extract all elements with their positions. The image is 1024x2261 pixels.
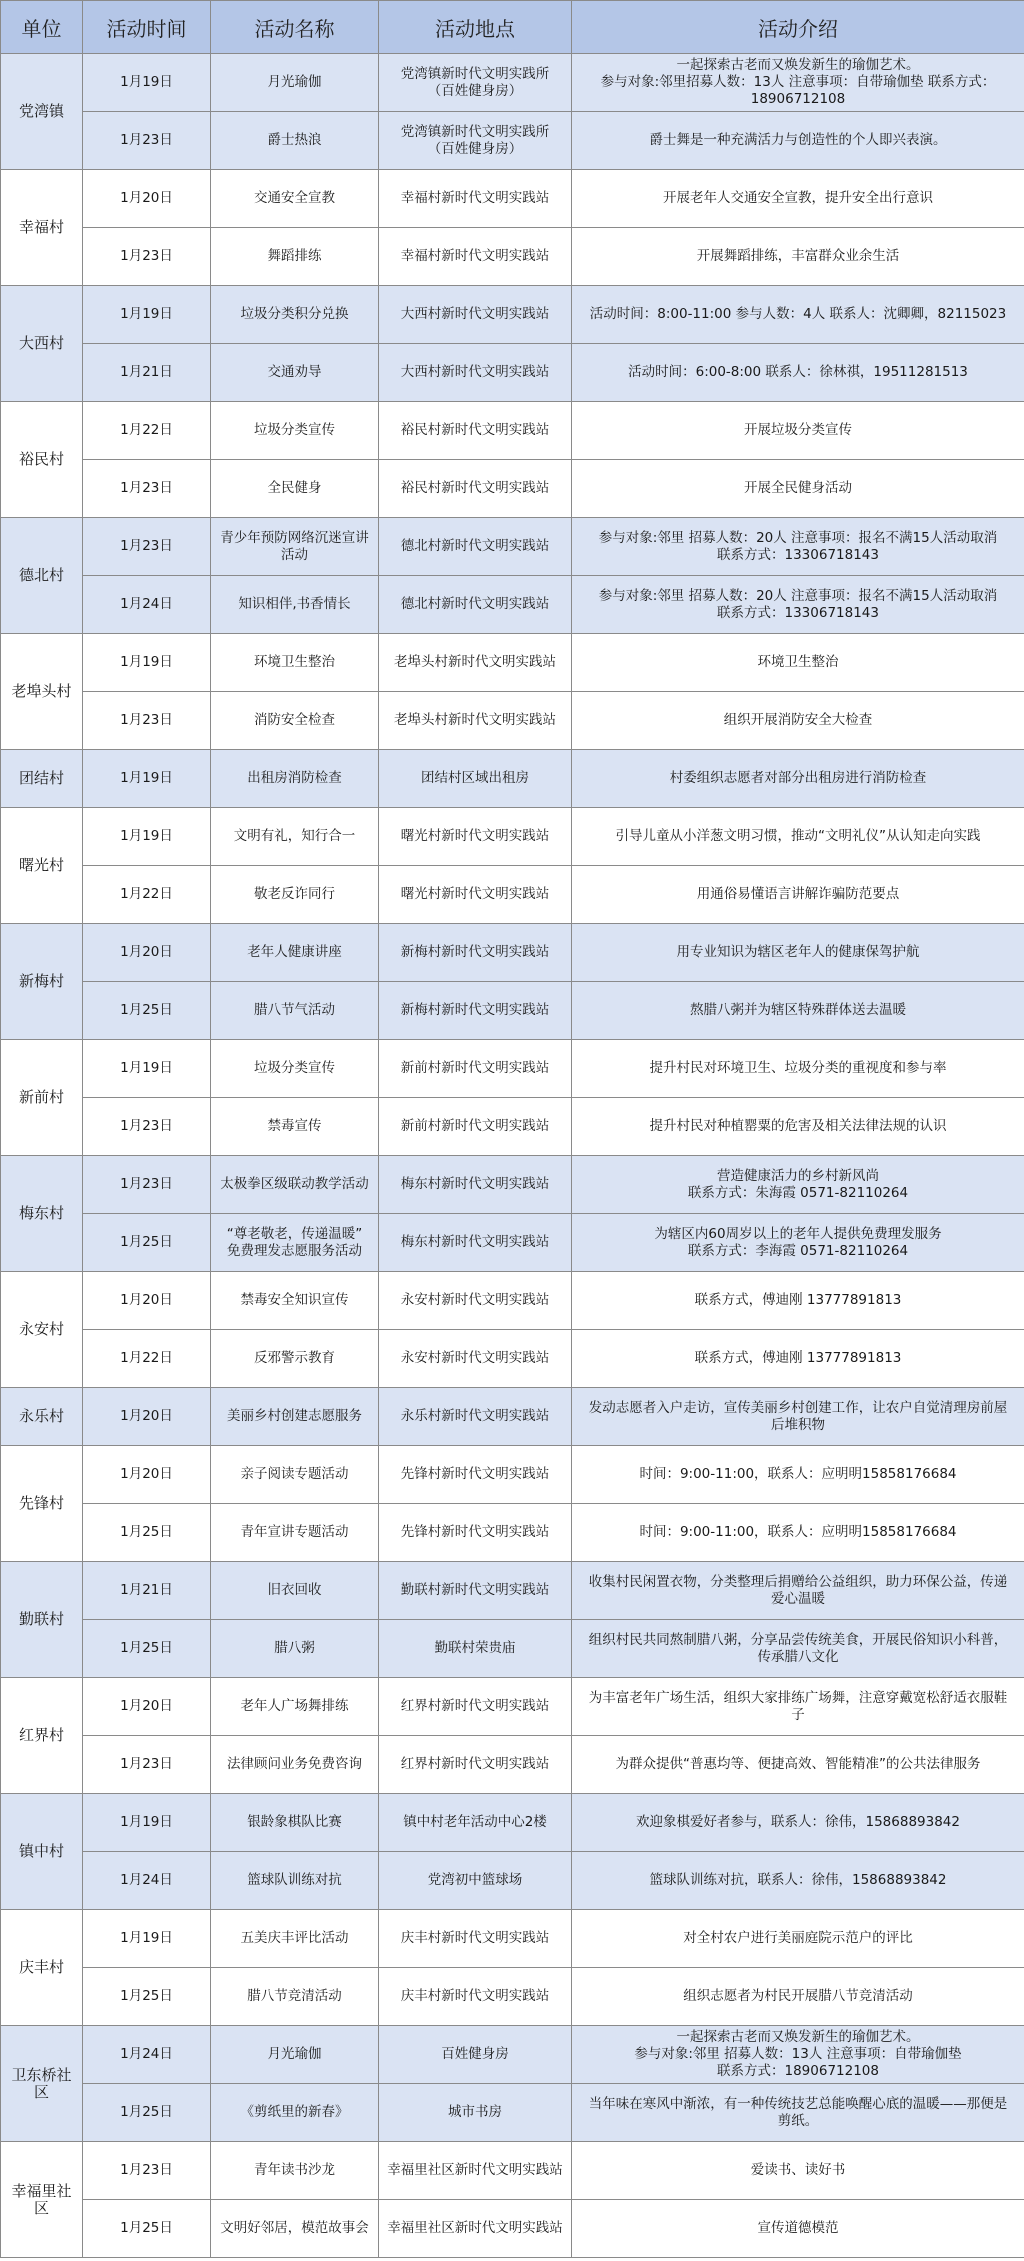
date-cell: 1月22日 bbox=[83, 402, 211, 460]
table-row bbox=[1, 576, 1024, 634]
activity-name-cell: 交通安全宣教 bbox=[211, 170, 379, 228]
activity-place-cell: 新前村新时代文明实践站 bbox=[379, 1098, 572, 1156]
table-row bbox=[1, 692, 1024, 750]
table-row bbox=[1, 1562, 1024, 1620]
activity-place-cell: 梅东村新时代文明实践站 bbox=[379, 1214, 572, 1272]
table-row bbox=[1, 1272, 1024, 1330]
activity-name-cell: 月光瑜伽 bbox=[211, 54, 379, 112]
date-cell: 1月22日 bbox=[83, 1330, 211, 1388]
unit-cell: 梅东村 bbox=[1, 1156, 83, 1272]
activity-intro-cell: 组织村民共同熬制腊八粥，分享品尝传统美食，开展民俗知识小科普， 传承腊八文化 bbox=[572, 1620, 1024, 1678]
unit-cell: 曙光村 bbox=[1, 808, 83, 924]
activity-intro-cell: 爵士舞是一种充满活力与创造性的个人即兴表演。 bbox=[572, 112, 1024, 170]
activity-intro-cell: 一起探索古老而又焕发新生的瑜伽艺术。 参与对象:邻里招募人数：13人 注意事项：自带瑜伽垫 联系方式： 18906712108 bbox=[572, 54, 1024, 112]
date-cell: 1月23日 bbox=[83, 1156, 211, 1214]
table-row bbox=[1, 2026, 1024, 2084]
unit-cell: 幸福里社区 bbox=[1, 2142, 83, 2258]
table-row bbox=[1, 344, 1024, 402]
activity-place-cell: 德北村新时代文明实践站 bbox=[379, 576, 572, 634]
activity-intro-cell: 提升村民对环境卫生、垃圾分类的重视度和参与率 bbox=[572, 1040, 1024, 1098]
activity-place-cell: 幸福里社区新时代文明实践站 bbox=[379, 2200, 572, 2258]
activity-name-cell: 亲子阅读专题活动 bbox=[211, 1446, 379, 1504]
date-cell: 1月19日 bbox=[83, 1910, 211, 1968]
table-row bbox=[1, 1620, 1024, 1678]
activity-name-cell: 美丽乡村创建志愿服务 bbox=[211, 1388, 379, 1446]
activity-intro-cell: 环境卫生整治 bbox=[572, 634, 1024, 692]
activity-place-cell: 城市书房 bbox=[379, 2084, 572, 2142]
header-date: 活动时间 bbox=[83, 1, 211, 54]
unit-cell: 卫东桥社区 bbox=[1, 2026, 83, 2142]
activity-intro-cell: 营造健康活力的乡村新风尚 联系方式：朱海霞 0571-82110264 bbox=[572, 1156, 1024, 1214]
activity-place-cell: 庆丰村新时代文明实践站 bbox=[379, 1968, 572, 2026]
table-row bbox=[1, 982, 1024, 1040]
date-cell: 1月19日 bbox=[83, 54, 211, 112]
activity-place-cell: 新前村新时代文明实践站 bbox=[379, 1040, 572, 1098]
activity-name-cell: 环境卫生整治 bbox=[211, 634, 379, 692]
activity-intro-cell: 开展全民健身活动 bbox=[572, 460, 1024, 518]
activity-place-cell: 大西村新时代文明实践站 bbox=[379, 344, 572, 402]
date-cell: 1月25日 bbox=[83, 1968, 211, 2026]
table-row bbox=[1, 1736, 1024, 1794]
table-row bbox=[1, 1446, 1024, 1504]
activity-intro-cell: 提升村民对种植罂粟的危害及相关法律法规的认识 bbox=[572, 1098, 1024, 1156]
activity-place-cell: 团结村区域出租房 bbox=[379, 750, 572, 808]
activity-place-cell: 新梅村新时代文明实践站 bbox=[379, 924, 572, 982]
date-cell: 1月19日 bbox=[83, 750, 211, 808]
activity-place-cell: 永安村新时代文明实践站 bbox=[379, 1330, 572, 1388]
table-row bbox=[1, 1330, 1024, 1388]
unit-cell: 德北村 bbox=[1, 518, 83, 634]
activity-intro-cell: 开展垃圾分类宣传 bbox=[572, 402, 1024, 460]
date-cell: 1月24日 bbox=[83, 1852, 211, 1910]
date-cell: 1月20日 bbox=[83, 1272, 211, 1330]
date-cell: 1月25日 bbox=[83, 2200, 211, 2258]
unit-cell: 红界村 bbox=[1, 1678, 83, 1794]
date-cell: 1月20日 bbox=[83, 1446, 211, 1504]
unit-cell: 先锋村 bbox=[1, 1446, 83, 1562]
activity-intro-cell: 用专业知识为辖区老年人的健康保驾护航 bbox=[572, 924, 1024, 982]
activity-place-cell: 先锋村新时代文明实践站 bbox=[379, 1504, 572, 1562]
unit-cell: 勤联村 bbox=[1, 1562, 83, 1678]
table-row bbox=[1, 1678, 1024, 1736]
activity-name-cell: 垃圾分类积分兑换 bbox=[211, 286, 379, 344]
table-row bbox=[1, 866, 1024, 924]
date-cell: 1月20日 bbox=[83, 170, 211, 228]
activity-name-cell: 禁毒宣传 bbox=[211, 1098, 379, 1156]
date-cell: 1月19日 bbox=[83, 1040, 211, 1098]
activity-intro-cell: 篮球队训练对抗，联系人：徐伟，15868893842 bbox=[572, 1852, 1024, 1910]
date-cell: 1月25日 bbox=[83, 1504, 211, 1562]
unit-cell: 庆丰村 bbox=[1, 1910, 83, 2026]
date-cell: 1月24日 bbox=[83, 2026, 211, 2084]
table-row bbox=[1, 228, 1024, 286]
activity-intro-cell: 组织志愿者为村民开展腊八节竞清活动 bbox=[572, 1968, 1024, 2026]
date-cell: 1月22日 bbox=[83, 866, 211, 924]
unit-cell: 永安村 bbox=[1, 1272, 83, 1388]
activity-intro-cell: 活动时间：6:00-8:00 联系人：徐林祺，19511281513 bbox=[572, 344, 1024, 402]
activity-intro-cell: 为辖区内60周岁以上的老年人提供免费理发服务 联系方式：李海霞 0571-82110264 bbox=[572, 1214, 1024, 1272]
table-row bbox=[1, 54, 1024, 112]
activity-name-cell: 青年宣讲专题活动 bbox=[211, 1504, 379, 1562]
activity-name-cell: 月光瑜伽 bbox=[211, 2026, 379, 2084]
activity-intro-cell: 活动时间：8:00-11:00 参与人数：4人 联系人：沈卿卿，82115023 bbox=[572, 286, 1024, 344]
table-row bbox=[1, 112, 1024, 170]
activity-intro-cell: 参与对象:邻里 招募人数：20人 注意事项：报名不满15人活动取消 联系方式：13306718143 bbox=[572, 518, 1024, 576]
activity-name-cell: 篮球队训练对抗 bbox=[211, 1852, 379, 1910]
date-cell: 1月20日 bbox=[83, 1678, 211, 1736]
activity-place-cell: 红界村新时代文明实践站 bbox=[379, 1678, 572, 1736]
unit-cell: 新梅村 bbox=[1, 924, 83, 1040]
table-row bbox=[1, 460, 1024, 518]
activity-intro-cell: 发动志愿者入户走访，宣传美丽乡村创建工作，让农户自觉清理房前屋 后堆积物 bbox=[572, 1388, 1024, 1446]
unit-cell: 幸福村 bbox=[1, 170, 83, 286]
activity-intro-cell: 开展舞蹈排练，丰富群众业余生活 bbox=[572, 228, 1024, 286]
table-row bbox=[1, 1388, 1024, 1446]
table-body bbox=[1, 54, 1024, 2258]
table-row bbox=[1, 1794, 1024, 1852]
activity-intro-cell: 联系方式，傅迪刚 13777891813 bbox=[572, 1330, 1024, 1388]
table-row bbox=[1, 170, 1024, 228]
activity-name-cell: 垃圾分类宣传 bbox=[211, 402, 379, 460]
activity-intro-cell: 组织开展消防安全大检查 bbox=[572, 692, 1024, 750]
activity-place-cell: 永安村新时代文明实践站 bbox=[379, 1272, 572, 1330]
activity-intro-cell: 一起探索古老而又焕发新生的瑜伽艺术。 参与对象:邻里 招募人数：13人 注意事项：自带瑜伽垫 联系方式：18906712108 bbox=[572, 2026, 1024, 2084]
date-cell: 1月23日 bbox=[83, 692, 211, 750]
date-cell: 1月21日 bbox=[83, 344, 211, 402]
table-row bbox=[1, 1040, 1024, 1098]
activity-intro-cell: 时间：9:00-11:00，联系人：应明明15858176684 bbox=[572, 1446, 1024, 1504]
activity-name-cell: 全民健身 bbox=[211, 460, 379, 518]
date-cell: 1月25日 bbox=[83, 982, 211, 1040]
activity-name-cell: 老年人健康讲座 bbox=[211, 924, 379, 982]
header-place: 活动地点 bbox=[379, 1, 572, 54]
activity-name-cell: 老年人广场舞排练 bbox=[211, 1678, 379, 1736]
table-row bbox=[1, 518, 1024, 576]
activity-name-cell: 五美庆丰评比活动 bbox=[211, 1910, 379, 1968]
activity-place-cell: 曙光村新时代文明实践站 bbox=[379, 866, 572, 924]
activity-place-cell: 党湾镇新时代文明实践所 （百姓健身房） bbox=[379, 112, 572, 170]
activity-intro-cell: 联系方式，傅迪刚 13777891813 bbox=[572, 1272, 1024, 1330]
date-cell: 1月23日 bbox=[83, 112, 211, 170]
date-cell: 1月20日 bbox=[83, 924, 211, 982]
activity-name-cell: 法律顾问业务免费咨询 bbox=[211, 1736, 379, 1794]
activity-name-cell: 交通劝导 bbox=[211, 344, 379, 402]
activity-intro-cell: 村委组织志愿者对部分出租房进行消防检查 bbox=[572, 750, 1024, 808]
activity-intro-cell: 爱读书、读好书 bbox=[572, 2142, 1024, 2200]
activity-place-cell: 庆丰村新时代文明实践站 bbox=[379, 1910, 572, 1968]
activity-name-cell: 消防安全检查 bbox=[211, 692, 379, 750]
activity-intro-cell: 引导儿童从小洋葱文明习惯，推动“文明礼仪”从认知走向实践 bbox=[572, 808, 1024, 866]
activity-intro-cell: 时间：9:00-11:00，联系人：应明明15858176684 bbox=[572, 1504, 1024, 1562]
header-unit: 单位 bbox=[1, 1, 83, 54]
activity-place-cell: 永乐村新时代文明实践站 bbox=[379, 1388, 572, 1446]
date-cell: 1月25日 bbox=[83, 2084, 211, 2142]
date-cell: 1月23日 bbox=[83, 1736, 211, 1794]
table-row bbox=[1, 1504, 1024, 1562]
activity-intro-cell: 开展老年人交通安全宣教，提升安全出行意识 bbox=[572, 170, 1024, 228]
activity-name-cell: 银龄象棋队比赛 bbox=[211, 1794, 379, 1852]
table-row bbox=[1, 634, 1024, 692]
unit-cell: 裕民村 bbox=[1, 402, 83, 518]
activity-place-cell: 幸福村新时代文明实践站 bbox=[379, 170, 572, 228]
activity-place-cell: 先锋村新时代文明实践站 bbox=[379, 1446, 572, 1504]
unit-cell: 永乐村 bbox=[1, 1388, 83, 1446]
activity-intro-cell: 当年味在寒风中渐浓，有一种传统技艺总能唤醒心底的温暖——那便是 剪纸。 bbox=[572, 2084, 1024, 2142]
activity-place-cell: 镇中村老年活动中心2楼 bbox=[379, 1794, 572, 1852]
activity-place-cell: 裕民村新时代文明实践站 bbox=[379, 460, 572, 518]
unit-cell: 老埠头村 bbox=[1, 634, 83, 750]
activity-intro-cell: 收集村民闲置衣物，分类整理后捐赠给公益组织，助力环保公益，传递 爱心温暖 bbox=[572, 1562, 1024, 1620]
date-cell: 1月21日 bbox=[83, 1562, 211, 1620]
activity-place-cell: 梅东村新时代文明实践站 bbox=[379, 1156, 572, 1214]
date-cell: 1月23日 bbox=[83, 2142, 211, 2200]
date-cell: 1月19日 bbox=[83, 286, 211, 344]
date-cell: 1月23日 bbox=[83, 1098, 211, 1156]
date-cell: 1月20日 bbox=[83, 1388, 211, 1446]
table-row bbox=[1, 1910, 1024, 1968]
activity-place-cell: 新梅村新时代文明实践站 bbox=[379, 982, 572, 1040]
header-intro: 活动介绍 bbox=[572, 1, 1024, 54]
activity-place-cell: 党湾初中篮球场 bbox=[379, 1852, 572, 1910]
activity-intro-cell: 对全村农户进行美丽庭院示范户的评比 bbox=[572, 1910, 1024, 1968]
date-cell: 1月23日 bbox=[83, 228, 211, 286]
table-row bbox=[1, 1968, 1024, 2026]
table-row bbox=[1, 1098, 1024, 1156]
unit-cell: 团结村 bbox=[1, 750, 83, 808]
table-row bbox=[1, 2200, 1024, 2258]
activity-name-cell: 垃圾分类宣传 bbox=[211, 1040, 379, 1098]
activity-name-cell: 舞蹈排练 bbox=[211, 228, 379, 286]
activity-intro-cell: 宣传道德模范 bbox=[572, 2200, 1024, 2258]
activity-name-cell: 青少年预防网络沉迷宣讲 活动 bbox=[211, 518, 379, 576]
table-row bbox=[1, 1852, 1024, 1910]
activity-place-cell: 幸福村新时代文明实践站 bbox=[379, 228, 572, 286]
date-cell: 1月25日 bbox=[83, 1214, 211, 1272]
activity-name-cell: 文明有礼，知行合一 bbox=[211, 808, 379, 866]
activity-place-cell: 党湾镇新时代文明实践所 （百姓健身房） bbox=[379, 54, 572, 112]
activity-name-cell: 知识相伴,书香情长 bbox=[211, 576, 379, 634]
date-cell: 1月19日 bbox=[83, 1794, 211, 1852]
activity-place-cell: 老埠头村新时代文明实践站 bbox=[379, 692, 572, 750]
activity-name-cell: 反邪警示教育 bbox=[211, 1330, 379, 1388]
activity-intro-cell: 为群众提供“普惠均等、便捷高效、智能精准”的公共法律服务 bbox=[572, 1736, 1024, 1794]
activity-name-cell: 旧衣回收 bbox=[211, 1562, 379, 1620]
activity-name-cell: 太极拳区级联动教学活动 bbox=[211, 1156, 379, 1214]
activity-place-cell: 曙光村新时代文明实践站 bbox=[379, 808, 572, 866]
table-row bbox=[1, 286, 1024, 344]
activity-place-cell: 裕民村新时代文明实践站 bbox=[379, 402, 572, 460]
table-row bbox=[1, 2084, 1024, 2142]
unit-cell: 镇中村 bbox=[1, 1794, 83, 1910]
activity-name-cell: 爵士热浪 bbox=[211, 112, 379, 170]
activity-name-cell: 敬老反诈同行 bbox=[211, 866, 379, 924]
activity-name-cell: 青年读书沙龙 bbox=[211, 2142, 379, 2200]
date-cell: 1月25日 bbox=[83, 1620, 211, 1678]
activity-place-cell: 大西村新时代文明实践站 bbox=[379, 286, 572, 344]
activity-place-cell: 红界村新时代文明实践站 bbox=[379, 1736, 572, 1794]
table-row bbox=[1, 1214, 1024, 1272]
activity-name-cell: 《剪纸里的新春》 bbox=[211, 2084, 379, 2142]
activity-name-cell: 出租房消防检查 bbox=[211, 750, 379, 808]
unit-cell: 党湾镇 bbox=[1, 54, 83, 170]
table-row bbox=[1, 402, 1024, 460]
table-row bbox=[1, 1156, 1024, 1214]
activity-place-cell: 勤联村荣贵庙 bbox=[379, 1620, 572, 1678]
activity-intro-cell: 熬腊八粥并为辖区特殊群体送去温暖 bbox=[572, 982, 1024, 1040]
activity-intro-cell: 欢迎象棋爱好者参与，联系人：徐伟，15868893842 bbox=[572, 1794, 1024, 1852]
table-row bbox=[1, 750, 1024, 808]
activity-name-cell: 腊八粥 bbox=[211, 1620, 379, 1678]
table-row bbox=[1, 924, 1024, 982]
activity-place-cell: 老埠头村新时代文明实践站 bbox=[379, 634, 572, 692]
activity-name-cell: “尊老敬老，传递温暖” 免费理发志愿服务活动 bbox=[211, 1214, 379, 1272]
unit-cell: 新前村 bbox=[1, 1040, 83, 1156]
date-cell: 1月19日 bbox=[83, 808, 211, 866]
date-cell: 1月23日 bbox=[83, 460, 211, 518]
activity-name-cell: 文明好邻居，模范故事会 bbox=[211, 2200, 379, 2258]
unit-cell: 大西村 bbox=[1, 286, 83, 402]
activity-place-cell: 百姓健身房 bbox=[379, 2026, 572, 2084]
activity-place-cell: 德北村新时代文明实践站 bbox=[379, 518, 572, 576]
activity-place-cell: 幸福里社区新时代文明实践站 bbox=[379, 2142, 572, 2200]
activity-intro-cell: 为丰富老年广场生活，组织大家排练广场舞，注意穿戴宽松舒适衣服鞋 子 bbox=[572, 1678, 1024, 1736]
table-row bbox=[1, 2142, 1024, 2200]
date-cell: 1月19日 bbox=[83, 634, 211, 692]
activity-name-cell: 腊八节竞清活动 bbox=[211, 1968, 379, 2026]
activity-intro-cell: 参与对象:邻里 招募人数：20人 注意事项：报名不满15人活动取消 联系方式：13306718143 bbox=[572, 576, 1024, 634]
header-name: 活动名称 bbox=[211, 1, 379, 54]
table-row bbox=[1, 808, 1024, 866]
activity-intro-cell: 用通俗易懂语言讲解诈骗防范要点 bbox=[572, 866, 1024, 924]
date-cell: 1月23日 bbox=[83, 518, 211, 576]
activity-place-cell: 勤联村新时代文明实践站 bbox=[379, 1562, 572, 1620]
date-cell: 1月24日 bbox=[83, 576, 211, 634]
table-header-row bbox=[1, 1, 1024, 54]
activity-name-cell: 腊八节气活动 bbox=[211, 982, 379, 1040]
activity-name-cell: 禁毒安全知识宣传 bbox=[211, 1272, 379, 1330]
